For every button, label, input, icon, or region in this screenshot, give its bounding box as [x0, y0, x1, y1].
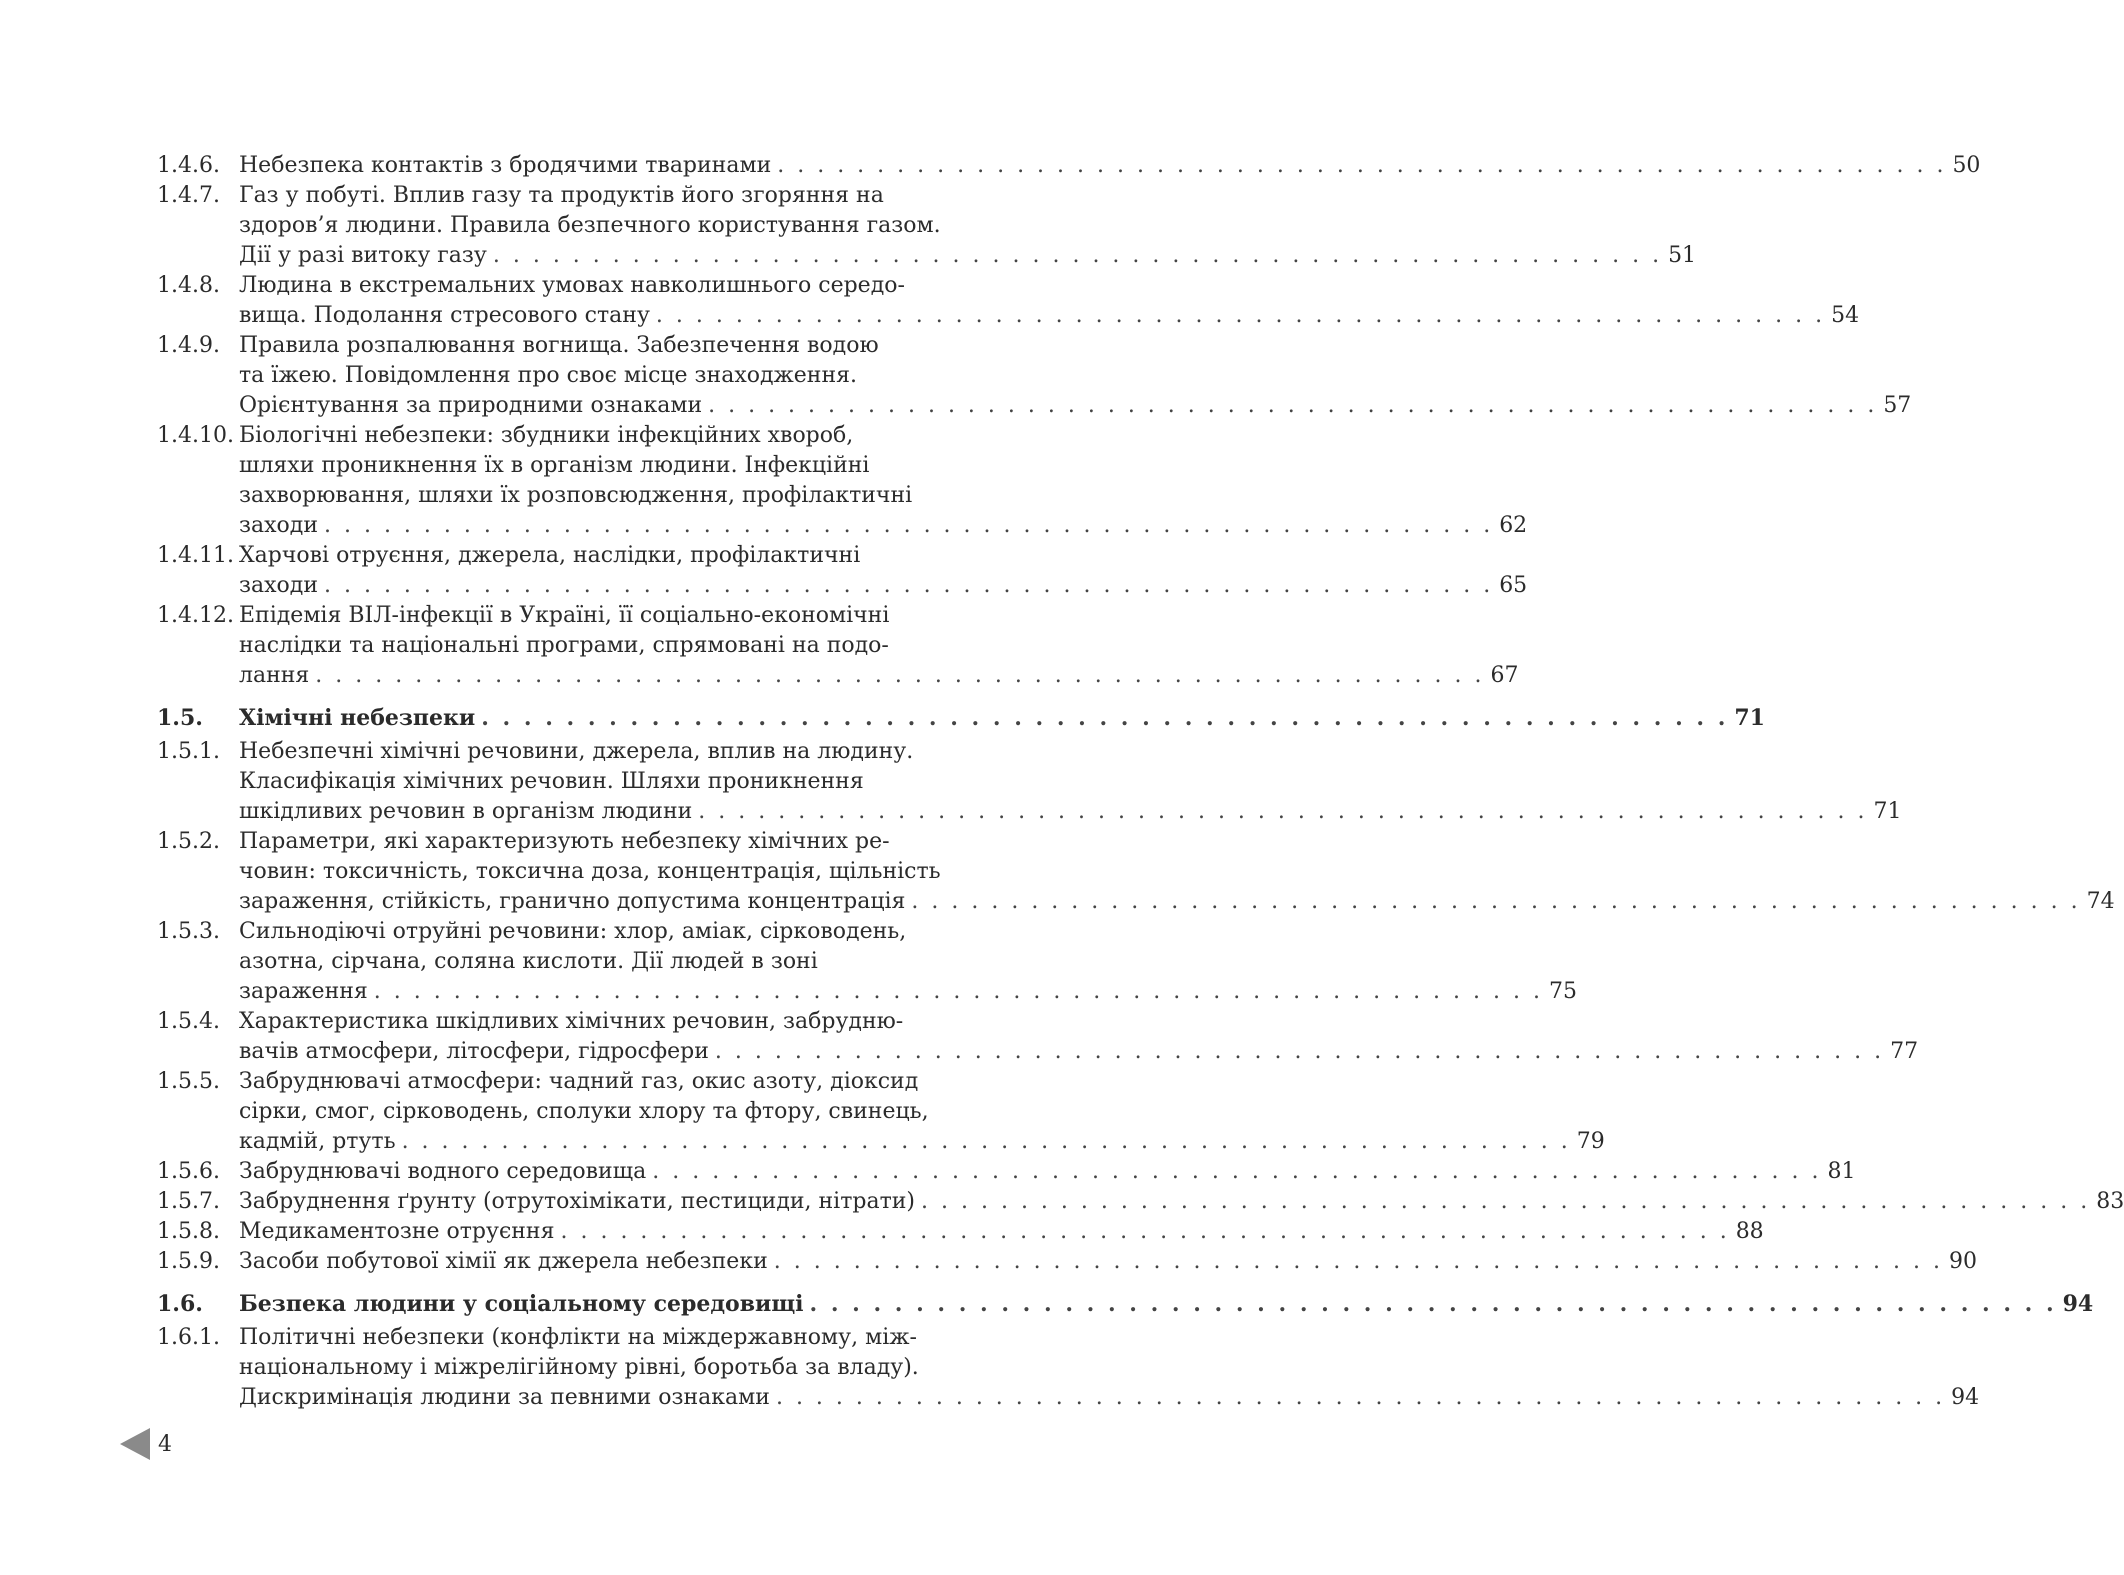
entry-title — [239, 827, 2115, 917]
entry-title-line: Дискримінація людини за певними ознаками — [239, 1385, 770, 1410]
entry-title — [239, 1187, 2124, 1217]
entry-last-line — [239, 1037, 1919, 1067]
entry-title-line: вища. Подолання стресового стану — [239, 303, 650, 328]
entry-last-line — [239, 703, 1765, 733]
entry-number: 1.5.1. — [157, 739, 220, 764]
entry-title-line: Дії у разі витоку газу — [239, 243, 487, 268]
entry-page-number: 90 — [1948, 1249, 1977, 1274]
entry-title-line: Хімічні небезпеки — [239, 705, 476, 731]
toc-entry[interactable] — [157, 421, 1528, 541]
entry-number: 1.4.7. — [157, 183, 220, 208]
table-of-contents — [157, 151, 2124, 1413]
entry-last-line — [239, 1127, 1605, 1157]
dot-leader: . . . . . . . . . . . . . . . . . . . . . . . . . . . . . . . . . . . . . . . . . . . . . . . . . . . . . . . . . . . — [777, 153, 1947, 178]
entry-title — [239, 1217, 1764, 1247]
entry-title-line: Забруднення ґрунту (отрутохімікати, пестициди, нітрати) — [239, 1189, 916, 1214]
entry-title-line: кадмій, ртуть — [239, 1129, 396, 1154]
dot-leader: . . . . . . . . . . . . . . . . . . . . . . . . . . . . . . . . . . . . . . . . . . . . . . . . . . . . . . . . . . . — [911, 889, 2081, 914]
entry-title — [239, 917, 1577, 1007]
dot-leader: . . . . . . . . . . . . . . . . . . . . . . . . . . . . . . . . . . . . . . . . . . . . . . . . . . . . . . . . . . . — [401, 1129, 1571, 1154]
entry-last-line — [239, 301, 1860, 331]
entry-title-line: шкідливих речовин в організм людини — [239, 799, 693, 824]
entry-number: 1.5.3. — [157, 919, 220, 944]
entry-number: 1.6. — [157, 1291, 203, 1317]
entry-page-number: 81 — [1827, 1159, 1856, 1184]
entry-last-line — [239, 977, 1577, 1007]
entry-number: 1.5.9. — [157, 1249, 220, 1274]
entry-number: 1.5.5. — [157, 1069, 220, 1094]
toc-entry[interactable] — [157, 601, 1519, 691]
entry-number: 1.4.6. — [157, 153, 220, 178]
entry-title — [239, 331, 1912, 421]
entry-last-line — [239, 1289, 2094, 1319]
entry-number: 1.6.1. — [157, 1325, 220, 1350]
entry-page-number: 75 — [1548, 979, 1577, 1004]
entry-title-line: Орієнтування за природними ознаками — [239, 393, 703, 418]
entry-page-number: 77 — [1890, 1039, 1919, 1064]
dot-leader: . . . . . . . . . . . . . . . . . . . . . . . . . . . . . . . . . . . . . . . . . . . . . . . . . . . . . . . . . . . — [921, 1189, 2091, 1214]
entry-number: 1.5.6. — [157, 1159, 220, 1184]
entry-page-number: 74 — [2086, 889, 2115, 914]
entry-title-line: Сильнодіючі отруйні речовини: хлор, аміак, сірководень, — [239, 919, 907, 944]
entry-title — [239, 601, 1519, 691]
toc-entry[interactable] — [157, 541, 1528, 601]
entry-title — [239, 271, 1860, 331]
dot-leader: . . . . . . . . . . . . . . . . . . . . . . . . . . . . . . . . . . . . . . . . . . . . . . . . . . . . . . . . . . . — [323, 573, 1494, 598]
entry-title-line: Людина в екстремальних умовах навколишнього середо- — [239, 273, 905, 298]
dot-leader: . . . . . . . . . . . . . . . . . . . . . . . . . . . . . . . . . . . . . . . . . . . . . . . . . . . . . . . . . . . — [481, 705, 1729, 731]
entry-title — [239, 151, 1981, 181]
entry-title-line: лання — [239, 663, 310, 688]
entry-page-number: 71 — [1873, 799, 1902, 824]
entry-last-line — [239, 571, 1528, 601]
entry-last-line — [239, 391, 1912, 421]
entry-last-line — [239, 1217, 1764, 1247]
entry-number: 1.4.11. — [157, 543, 234, 568]
dot-leader: . . . . . . . . . . . . . . . . . . . . . . . . . . . . . . . . . . . . . . . . . . . . . . . . . . . . . . . . . . . — [655, 303, 1826, 328]
toc-entry[interactable] — [157, 271, 1860, 331]
entry-title — [239, 703, 1765, 733]
entry-title-line: Характеристика шкідливих хімічних речовин, забрудню- — [239, 1009, 904, 1034]
entry-number: 1.4.9. — [157, 333, 220, 358]
toc-entry[interactable] — [157, 917, 1577, 1007]
page-number: 4 — [158, 1431, 172, 1457]
entry-title-line: зараження, стійкість, гранично допустима концентрація — [239, 889, 906, 914]
entry-number: 1.4.10. — [157, 423, 234, 448]
dot-leader: . . . . . . . . . . . . . . . . . . . . . . . . . . . . . . . . . . . . . . . . . . . . . . . . . . . . . . . . . . . — [373, 979, 1543, 1004]
entry-title-line: Політичні небезпеки (конфлікти на міждержавному, між- — [239, 1325, 917, 1350]
entry-title — [239, 421, 1528, 541]
entry-page-number: 62 — [1499, 513, 1528, 538]
entry-title — [239, 181, 1697, 271]
entry-last-line — [239, 1247, 1977, 1277]
entry-title-line: заходи — [239, 573, 318, 598]
entry-title-line: Безпека людини у соціальному середовищі — [239, 1291, 804, 1317]
entry-title — [239, 1157, 1856, 1187]
entry-page-number: 54 — [1831, 303, 1860, 328]
entry-number: 1.4.8. — [157, 273, 220, 298]
entry-page-number: 51 — [1668, 243, 1697, 268]
toc-entry[interactable] — [157, 1157, 1856, 1187]
toc-entry[interactable] — [157, 1067, 1605, 1157]
entry-last-line — [239, 1187, 2124, 1217]
entry-title-line: Параметри, які характеризують небезпеку хімічних ре- — [239, 829, 890, 854]
entry-last-line — [239, 797, 1902, 827]
entry-title-line: та їжею. Повідомлення про своє місце знаходження. — [239, 363, 857, 388]
entry-title — [239, 1007, 1919, 1067]
entry-title-line: Епідемія ВІЛ-інфекції в Україні, її соціально-економічні — [239, 603, 890, 628]
entry-last-line — [239, 1157, 1856, 1187]
entry-page-number: 65 — [1499, 573, 1528, 598]
entry-title-line: азотна, сірчана, соляна кислоти. Дії людей в зоні — [239, 949, 818, 974]
entry-title-line: наслідки та національні програми, спрямовані на подо- — [239, 633, 889, 658]
dot-leader: . . . . . . . . . . . . . . . . . . . . . . . . . . . . . . . . . . . . . . . . . . . . . . . . . . . . . . . . . . . — [773, 1249, 1943, 1274]
toc-entry[interactable] — [157, 1217, 1764, 1247]
toc-entry[interactable] — [157, 151, 1981, 181]
entry-title — [239, 1067, 1605, 1157]
entry-title-line: Забруднювачі водного середовища — [239, 1159, 647, 1184]
entry-title-line: Небезпечні хімічні речовини, джерела, вплив на людину. — [239, 739, 914, 764]
dot-leader: . . . . . . . . . . . . . . . . . . . . . . . . . . . . . . . . . . . . . . . . . . . . . . . . . . . . . . . . . . . — [560, 1219, 1730, 1244]
entry-title-line: національному і міжрелігійному рівні, боротьба за владу). — [239, 1355, 919, 1380]
dot-leader: . . . . . . . . . . . . . . . . . . . . . . . . . . . . . . . . . . . . . . . . . . . . . . . . . . . . . . . . . . . — [708, 393, 1878, 418]
entry-title — [239, 1289, 2094, 1319]
entry-number: 1.5.4. — [157, 1009, 220, 1034]
entry-last-line — [239, 151, 1981, 181]
entry-title-line: здоров’я людини. Правила безпечного користування газом. — [239, 213, 941, 238]
toc-entry[interactable] — [157, 1323, 1980, 1413]
toc-entry[interactable] — [157, 1247, 1977, 1277]
entry-title-line: Газ у побуті. Вплив газу та продуктів його згоряння на — [239, 183, 884, 208]
entry-title-line: зараження — [239, 979, 368, 1004]
entry-title — [239, 541, 1528, 601]
dot-leader: . . . . . . . . . . . . . . . . . . . . . . . . . . . . . . . . . . . . . . . . . . . . . . . . . . . . . . . . . . . — [315, 663, 1485, 688]
dot-leader: . . . . . . . . . . . . . . . . . . . . . . . . . . . . . . . . . . . . . . . . . . . . . . . . . . . . . . . . . . . — [809, 1291, 2057, 1317]
entry-page-number: 88 — [1735, 1219, 1764, 1244]
dot-leader: . . . . . . . . . . . . . . . . . . . . . . . . . . . . . . . . . . . . . . . . . . . . . . . . . . . . . . . . . . . — [698, 799, 1868, 824]
entry-last-line — [239, 511, 1528, 541]
entry-title-line: захворювання, шляхи їх розповсюдження, профілактичні — [239, 483, 913, 508]
entry-title — [239, 1323, 1980, 1413]
toc-entry[interactable] — [157, 331, 1912, 421]
toc-entry[interactable] — [157, 1007, 1919, 1067]
dot-leader: . . . . . . . . . . . . . . . . . . . . . . . . . . . . . . . . . . . . . . . . . . . . . . . . . . . . . . . . . . . — [775, 1385, 1946, 1410]
entry-title — [239, 737, 1902, 827]
entry-title-line: вачів атмосфери, літосфери, гідросфери — [239, 1039, 709, 1064]
entry-last-line — [239, 887, 2115, 917]
dot-leader: . . . . . . . . . . . . . . . . . . . . . . . . . . . . . . . . . . . . . . . . . . . . . . . . . . . . . . . . . . . — [652, 1159, 1822, 1184]
entry-title-line: Біологічні небезпеки: збудники інфекційних хвороб, — [239, 423, 854, 448]
entry-page-number: 83 — [2096, 1189, 2124, 1214]
entry-title-line: Забруднювачі атмосфери: чадний газ, окис азоту, діоксид — [239, 1069, 919, 1094]
entry-title-line: сірки, смог, сірководень, сполуки хлору та фтору, свинець, — [239, 1099, 929, 1124]
dot-leader: . . . . . . . . . . . . . . . . . . . . . . . . . . . . . . . . . . . . . . . . . . . . . . . . . . . . . . . . . . . — [492, 243, 1663, 268]
entry-title-line: Засоби побутової хімії як джерела небезпеки — [239, 1249, 768, 1274]
toc-entry[interactable] — [157, 737, 1902, 827]
entry-title-line: заходи — [239, 513, 318, 538]
entry-page-number: 94 — [2062, 1291, 2094, 1317]
entry-page-number: 50 — [1952, 153, 1981, 178]
entry-last-line — [239, 1383, 1980, 1413]
dot-leader: . . . . . . . . . . . . . . . . . . . . . . . . . . . . . . . . . . . . . . . . . . . . . . . . . . . . . . . . . . . — [714, 1039, 1885, 1064]
entry-title-line: Правила розпалювання вогнища. Забезпечення водою — [239, 333, 879, 358]
entry-title — [239, 1247, 1977, 1277]
entry-number: 1.5. — [157, 705, 203, 731]
entry-title-line: Медикаментозне отруєння — [239, 1219, 555, 1244]
toc-entry[interactable] — [157, 1187, 2124, 1217]
entry-title-line: шляхи проникнення їх в організм людини. Інфекційні — [239, 453, 870, 478]
page-marker-triangle-icon — [120, 1428, 150, 1460]
entry-page-number: 94 — [1951, 1385, 1980, 1410]
toc-section-entry[interactable] — [157, 1289, 2094, 1319]
entry-title-line: Класифікація хімічних речовин. Шляхи проникнення — [239, 769, 864, 794]
toc-entry[interactable] — [157, 827, 2115, 917]
entry-title-line: Небезпека контактів з бродячими тваринами — [239, 153, 772, 178]
entry-page-number: 67 — [1490, 663, 1519, 688]
toc-section-entry[interactable] — [157, 703, 1765, 733]
entry-page-number: 57 — [1883, 393, 1912, 418]
entry-number: 1.5.8. — [157, 1219, 220, 1244]
entry-last-line — [239, 241, 1697, 271]
entry-page-number: 71 — [1734, 705, 1765, 731]
entry-page-number: 79 — [1576, 1129, 1605, 1154]
page-footer — [120, 1428, 172, 1460]
entry-number: 1.5.2. — [157, 829, 220, 854]
toc-entry[interactable] — [157, 181, 1697, 271]
entry-number: 1.5.7. — [157, 1189, 220, 1214]
entry-number: 1.4.12. — [157, 603, 234, 628]
entry-title-line: човин: токсичність, токсична доза, концентрація, щільність — [239, 859, 941, 884]
entry-last-line — [239, 661, 1519, 691]
dot-leader: . . . . . . . . . . . . . . . . . . . . . . . . . . . . . . . . . . . . . . . . . . . . . . . . . . . . . . . . . . . — [323, 513, 1494, 538]
entry-title-line: Харчові отруєння, джерела, наслідки, профілактичні — [239, 543, 861, 568]
